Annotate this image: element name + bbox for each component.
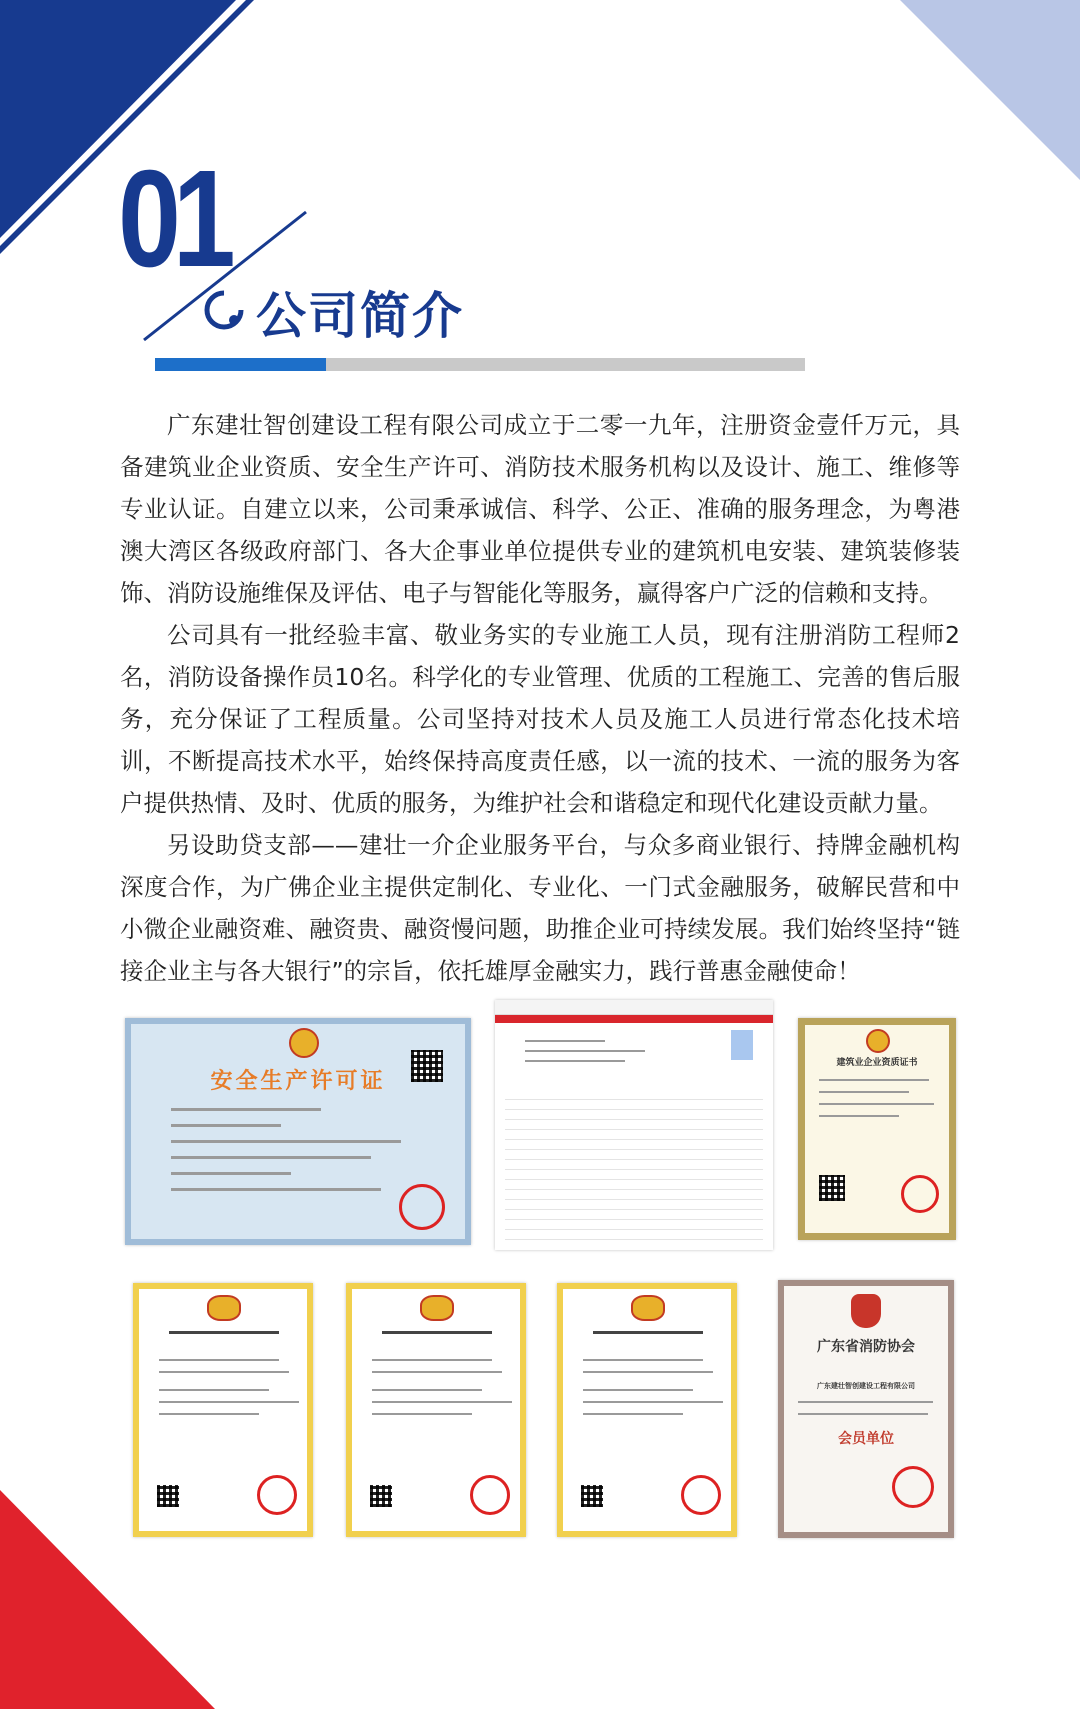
fire-association-logo-icon <box>851 1294 881 1328</box>
qr-code <box>157 1485 179 1507</box>
qr-code <box>411 1050 443 1082</box>
certification-emblem-icon <box>631 1295 665 1321</box>
association-company: 广东建壮智创建设工程有限公司 <box>817 1382 915 1390</box>
qr-code <box>581 1485 603 1507</box>
intro-paragraph: 广东建壮智创建设工程有限公司成立于二零一九年，注册资金壹仟万元，具备建筑业企业资质、安全生产许可、消防技术服务机构以及设计、施工、维修等专业认证。自建立以来，公司秉承诚信、科学、公正、准确的服务理念，为粤港澳大湾区各级政府部门、各大企事业单位提供专业的建筑机电安装、建筑装修装饰、消防设施维保及评估、电子与智能化等服务，赢得客户广泛的信赖和支持。 <box>120 411 960 607</box>
official-seal-icon <box>681 1475 721 1515</box>
section-number: 01 <box>118 142 228 296</box>
management-system-certificate <box>346 1283 526 1537</box>
company-intro <box>120 404 960 992</box>
qr-code <box>819 1175 845 1201</box>
qualification-title: 建筑业企业资质证书 <box>836 1058 918 1068</box>
fire-association-membership-certificate <box>778 1280 954 1538</box>
management-system-certificate <box>557 1283 737 1537</box>
section-title: 公司简介 <box>256 287 464 345</box>
registration-record-screenshot <box>495 1000 773 1250</box>
official-seal-icon <box>901 1175 939 1213</box>
official-seal-icon <box>892 1466 934 1508</box>
section-title-row <box>202 282 464 345</box>
certification-emblem-icon <box>420 1295 454 1321</box>
management-system-certificate <box>133 1283 313 1537</box>
safety-permit-title: 安全生产许可证 <box>210 1069 386 1094</box>
safety-permit-certificate <box>125 1018 471 1245</box>
intro-paragraph: 另设助贷支部——建壮一介企业服务平台，与众多商业银行、持牌金融机构深度合作，为广佛企业主提供定制化、专业化、一门式金融服务，破解民营和中小微企业融资难、融资贵、融资慢问题，助推企业可持续发展。我们始终坚持“链接企业主与各大银行”的宗旨，依托雄厚金融实力，践行普惠金融使命！ <box>120 831 960 985</box>
title-underline <box>155 358 805 371</box>
national-emblem-icon <box>289 1028 319 1058</box>
magnifier-icon <box>202 288 250 336</box>
official-seal-icon <box>257 1475 297 1515</box>
member-label: 会员单位 <box>838 1431 894 1447</box>
qr-code <box>370 1485 392 1507</box>
association-name: 广东省消防协会 <box>817 1339 915 1355</box>
certification-emblem-icon <box>207 1295 241 1321</box>
official-seal-icon <box>470 1475 510 1515</box>
official-seal-icon <box>399 1184 445 1230</box>
intro-paragraph: 公司具有一批经验丰富、敬业务实的专业施工人员，现有注册消防工程师2名，消防设备操作员10名。科学化的专业管理、优质的工程施工、完善的售后服务，充分保证了工程质量。公司坚持对技术人员及施工人员进行常态化技术培训，不断提高技术水平，始终保持高度责任感，以一流的技术、一流的服务为客户提供热情、及时、优质的服务，为维护社会和谐稳定和现代化建设贡献力量。 <box>120 621 960 817</box>
qualification-certificate <box>798 1018 956 1240</box>
national-emblem-icon <box>866 1029 890 1053</box>
